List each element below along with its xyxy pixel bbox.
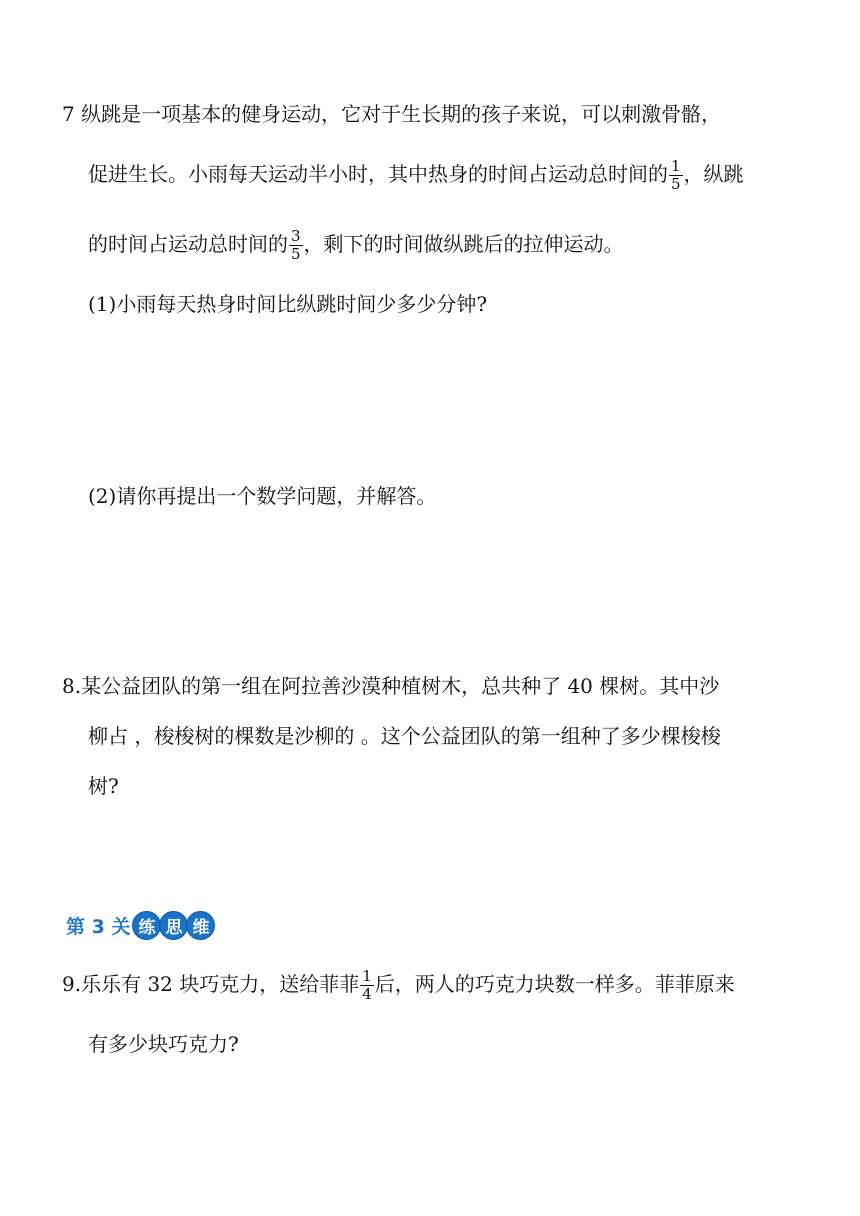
fraction-denominator: 5 [671,175,681,193]
fraction-one-quarter [360,968,374,1003]
q7-line-2-text-b: ，纵跳 [683,162,744,186]
q7-subquestion-1: (1)小雨每天热身时间比纵跳时间少多少分钟? [88,292,488,316]
fraction-denominator: 5 [291,245,301,263]
q8-line-2: 柳占 ，梭梭树的棵数是沙柳的 。这个公益团队的第一组种了多少棵梭梭 [88,724,721,748]
fraction-denominator: 4 [362,985,372,1003]
fraction-three-fifths [289,228,303,263]
q7-line-2 [88,158,744,193]
section-badge-2: 思 [159,911,188,940]
fraction-numerator: 3 [291,227,301,245]
q7-line-2-text-a: 促进生长。小雨每天运动半小时，其中热身的时间占运动总时间的 [88,162,668,186]
fraction-one-fifth [669,158,683,193]
q7-subquestion-2: (2)请你再提出一个数学问题，并解答。 [88,484,437,508]
q9-line-1-text-a: 9.乐乐有 32 块巧克力，送给菲菲 [62,972,360,996]
section-badge-1: 练 [132,911,161,940]
q7-line-3 [88,228,624,263]
q7-line-3-text-a: 的时间占运动总时间的 [88,232,288,256]
q8-line-3: 树? [88,774,119,798]
q7-line-1: 7 纵跳是一项基本的健身运动，它对于生长期的孩子来说，可以刺激骨骼， [62,102,722,126]
section-header [66,910,215,940]
fraction-numerator: 1 [671,157,681,175]
section-badge-3: 维 [186,911,215,940]
q7-line-3-text-b: ，剩下的时间做纵跳后的拉伸运动。 [303,232,624,256]
fraction-numerator: 1 [362,967,372,985]
q8-line-1: 8.某公益团队的第一组在阿拉善沙漠种植树木，总共种了 40 棵树。其中沙 [62,674,720,698]
section-level: 第 3 关 [66,915,131,938]
q9-line-1 [62,968,735,1003]
q9-line-1-text-b: 后，两人的巧克力块数一样多。菲菲原来 [374,972,735,996]
q9-line-2: 有多少块巧克力? [88,1032,239,1056]
